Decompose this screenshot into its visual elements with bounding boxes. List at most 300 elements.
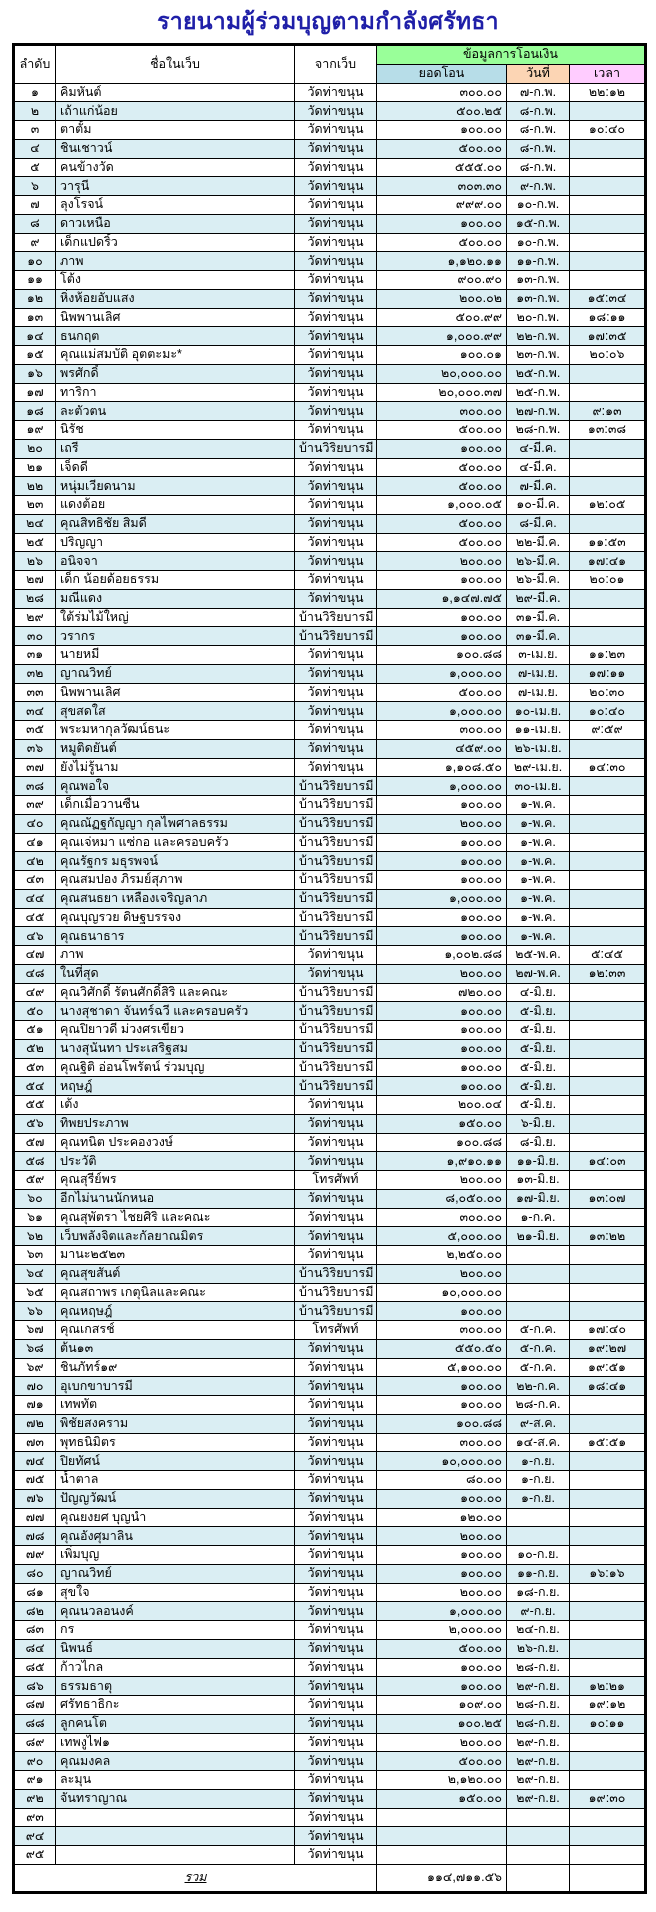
transfer-time: ๑๓:๐๗ (570, 1189, 646, 1208)
table-row (14, 271, 646, 290)
donor-name: ปิยทัศน์ (56, 1452, 295, 1471)
donor-name: ลุงโรจน์ (56, 196, 295, 215)
table-row (14, 1302, 646, 1321)
source-site: วัดท่าขนุน (295, 421, 377, 440)
transfer-date: ๘-มี.ค. (507, 514, 570, 533)
table-row (14, 758, 646, 777)
transfer-date: ๗-มี.ค. (507, 477, 570, 496)
row-index: ๑๕ (14, 346, 56, 365)
row-index: ๘๑ (14, 1583, 56, 1602)
donor-name: คุณอังศุมาลิน (56, 1527, 295, 1546)
transfer-time: ๑๐:๑๑ (570, 1714, 646, 1733)
table-row (14, 1246, 646, 1265)
table-row (14, 346, 646, 365)
source-site: วัดท่าขนุน (295, 1471, 377, 1490)
transfer-time (570, 739, 646, 758)
donor-name: เถ้าแก่น้อย (56, 102, 295, 121)
transfer-time (570, 233, 646, 252)
donor-name: คุณฐิติ อ่อนโพรัตน์ ร่วมบุญ (56, 1058, 295, 1077)
table-row (14, 1752, 646, 1771)
table-row (14, 1021, 646, 1040)
transfer-time (570, 889, 646, 908)
source-site: วัดท่าขนุน (295, 1508, 377, 1527)
transfer-amount: ๒๐๐.๐๒ (377, 289, 507, 308)
transfer-time: ๒๐:๐๑ (570, 571, 646, 590)
donor-name: คุณยงยศ บุญนำ (56, 1508, 295, 1527)
table-row (14, 833, 646, 852)
table-row (14, 214, 646, 233)
transfer-time: ๑๑:๒๓ (570, 646, 646, 665)
table-row (14, 458, 646, 477)
transfer-time: ๒๐:๐๖ (570, 346, 646, 365)
row-index: ๒๔ (14, 514, 56, 533)
table-row (14, 589, 646, 608)
row-index: ๖๙ (14, 1358, 56, 1377)
transfer-date: ๕-มิ.ย. (507, 1077, 570, 1096)
transfer-date: ๒๙-ก.ย. (507, 1752, 570, 1771)
row-index: ๔๑ (14, 833, 56, 852)
table-row (14, 439, 646, 458)
table-row (14, 477, 646, 496)
donor-name: คุณรัฐกร มธุรพจน์ (56, 852, 295, 871)
transfer-date (507, 1246, 570, 1265)
donor-name: ชินภัทร์๑๙ (56, 1358, 295, 1377)
transfer-time (570, 589, 646, 608)
transfer-amount: ๓๐๐.๐๐ (377, 1321, 507, 1340)
transfer-time (570, 158, 646, 177)
table-row (14, 1339, 646, 1358)
row-index: ๑๖ (14, 364, 56, 383)
row-index: ๗๐ (14, 1377, 56, 1396)
source-site: บ้านวิริยบารมี (295, 796, 377, 815)
donor-name: คุณสิทธิชัย สิมดี (56, 514, 295, 533)
transfer-time (570, 1827, 646, 1846)
source-site: วัดท่าขนุน (295, 1096, 377, 1115)
source-site: วัดท่าขนุน (295, 1339, 377, 1358)
transfer-time (570, 1658, 646, 1677)
row-index: ๘ (14, 214, 56, 233)
donor-name: คุณมงคล (56, 1752, 295, 1771)
header-time: เวลา (570, 64, 646, 83)
transfer-amount: ๕๐๐.๙๙ (377, 308, 507, 327)
transfer-time (570, 1021, 646, 1040)
transfer-amount: ๙๙๙.๐๐ (377, 196, 507, 215)
transfer-amount: ๑๐,๐๐๐.๐๐ (377, 1452, 507, 1471)
source-site: วัดท่าขนุน (295, 1358, 377, 1377)
transfer-date: ๕-มิ.ย. (507, 1021, 570, 1040)
transfer-time (570, 458, 646, 477)
transfer-date: ๑๐-ก.พ. (507, 233, 570, 252)
source-site: วัดท่าขนุน (295, 1621, 377, 1640)
transfer-amount: ๕๐๐.๐๐ (377, 1639, 507, 1658)
source-site: วัดท่าขนุน (295, 477, 377, 496)
donor-name (56, 1846, 295, 1865)
transfer-date (507, 1527, 570, 1546)
table-row (14, 139, 646, 158)
transfer-date: ๒๓-ก.พ. (507, 346, 570, 365)
transfer-date: ๑-พ.ค. (507, 814, 570, 833)
table-row (14, 1771, 646, 1790)
transfer-date: ๒๙-ก.ย. (507, 1789, 570, 1808)
transfer-date: ๒๘-ก.ย. (507, 1714, 570, 1733)
source-site: วัดท่าขนุน (295, 702, 377, 721)
donor-name: คิมหันต์ (56, 83, 295, 102)
source-site: วัดท่าขนุน (295, 1658, 377, 1677)
donor-name: คนข้างวัด (56, 158, 295, 177)
transfer-amount: ๕๐๐.๐๐ (377, 139, 507, 158)
transfer-amount: ๑๐,๐๐๐.๐๐ (377, 1283, 507, 1302)
transfer-time (570, 1058, 646, 1077)
transfer-date: ๒๐-ก.พ. (507, 308, 570, 327)
transfer-amount: ๑,๐๐๒.๘๘ (377, 946, 507, 965)
donor-name: ศรัทธาธิกะ (56, 1696, 295, 1715)
row-index: ๓๗ (14, 758, 56, 777)
transfer-amount: ๕๐๐.๐๐ (377, 421, 507, 440)
source-site: วัดท่าขนุน (295, 739, 377, 758)
source-site: วัดท่าขนุน (295, 552, 377, 571)
row-index: ๗๘ (14, 1527, 56, 1546)
source-site: วัดท่าขนุน (295, 683, 377, 702)
transfer-time (570, 252, 646, 271)
donor-name: คุณสมปอง ภิรมย์สุภาพ (56, 871, 295, 890)
row-index: ๔๔ (14, 889, 56, 908)
donor-name: คุณเกสรช์ (56, 1321, 295, 1340)
source-site: วัดท่าขนุน (295, 721, 377, 740)
source-site: วัดท่าขนุน (295, 1639, 377, 1658)
transfer-time (570, 1452, 646, 1471)
row-index: ๒ (14, 102, 56, 121)
transfer-amount: ๑,๑๔๗.๗๕ (377, 589, 507, 608)
transfer-time: ๑๘:๑๑ (570, 308, 646, 327)
transfer-date: ๕-มิ.ย. (507, 1039, 570, 1058)
source-site: บ้านวิริยบารมี (295, 1058, 377, 1077)
table-row (14, 1433, 646, 1452)
transfer-amount: ๑๐๐.๐๐ (377, 852, 507, 871)
transfer-time: ๑๐:๔๐ (570, 121, 646, 140)
transfer-amount: ๙๐๐.๙๐ (377, 271, 507, 290)
transfer-date: ๒๔-ก.ย. (507, 1621, 570, 1640)
source-site: วัดท่าขนุน (295, 1208, 377, 1227)
table-row (14, 1396, 646, 1415)
transfer-amount: ๑๐๐.๐๐ (377, 1002, 507, 1021)
transfer-amount: ๑,๐๐๐.๐๐ (377, 702, 507, 721)
transfer-amount: ๑๐๐.๐๐ (377, 1039, 507, 1058)
transfer-time: ๑๒:๒๑ (570, 1677, 646, 1696)
donor-name: ชินเชาวน์ (56, 139, 295, 158)
donor-name: หมูติดยันต์ (56, 739, 295, 758)
row-index: ๕๙ (14, 1171, 56, 1190)
donor-name: เจ็ดดี (56, 458, 295, 477)
transfer-time: ๑๕:๕๑ (570, 1433, 646, 1452)
row-index: ๕ (14, 158, 56, 177)
transfer-time (570, 1489, 646, 1508)
header-index: ลำดับ (14, 45, 56, 84)
source-site: วัดท่าขนุน (295, 1846, 377, 1865)
transfer-time: ๑๗:๔๑ (570, 552, 646, 571)
table-row (14, 1171, 646, 1190)
transfer-date (507, 1827, 570, 1846)
transfer-amount: ๑๐๐.๐๐ (377, 1077, 507, 1096)
table-row (14, 233, 646, 252)
row-index: ๙๔ (14, 1827, 56, 1846)
transfer-amount: ๕๐๐.๐๐ (377, 533, 507, 552)
source-site: วัดท่าขนุน (295, 83, 377, 102)
source-site: บ้านวิริยบารมี (295, 852, 377, 871)
table-row (14, 683, 646, 702)
row-index: ๓๑ (14, 646, 56, 665)
transfer-date: ๑-พ.ค. (507, 908, 570, 927)
source-site: วัดท่าขนุน (295, 1752, 377, 1771)
transfer-date: ๑๗-มิ.ย. (507, 1189, 570, 1208)
row-index: ๖๓ (14, 1246, 56, 1265)
table-row (14, 1096, 646, 1115)
source-site: โทรศัพท์ (295, 1321, 377, 1340)
donor-name: พระมหากุลวัฒน์ธนะ (56, 721, 295, 740)
table-row (14, 1358, 646, 1377)
transfer-date: ๑๕-ก.พ. (507, 214, 570, 233)
transfer-date: ๒๖-มี.ค. (507, 571, 570, 590)
donor-name: คุณพอใจ (56, 777, 295, 796)
donor-name: นิพพานเลิศ (56, 683, 295, 702)
transfer-time (570, 214, 646, 233)
row-index: ๙๒ (14, 1789, 56, 1808)
transfer-date: ๒๘-ก.ค. (507, 1396, 570, 1415)
row-index: ๕๓ (14, 1058, 56, 1077)
source-site: โทรศัพท์ (295, 1171, 377, 1190)
transfer-amount: ๒๐๐.๐๐ (377, 964, 507, 983)
table-row (14, 327, 646, 346)
transfer-amount: ๒๐๐.๐๔ (377, 1096, 507, 1115)
transfer-time: ๑๑:๕๓ (570, 533, 646, 552)
transfer-time (570, 852, 646, 871)
source-site: วัดท่าขนุน (295, 289, 377, 308)
source-site: วัดท่าขนุน (295, 402, 377, 421)
source-site: บ้านวิริยบารมี (295, 1077, 377, 1096)
source-site: วัดท่าขนุน (295, 1771, 377, 1790)
transfer-time (570, 196, 646, 215)
table-row (14, 571, 646, 590)
transfer-time: ๙:๑๓ (570, 402, 646, 421)
transfer-amount: ๑๐๐.๐๐ (377, 796, 507, 815)
table-row (14, 1321, 646, 1340)
source-site: วัดท่าขนุน (295, 514, 377, 533)
transfer-date: ๑๑-ก.พ. (507, 252, 570, 271)
source-site: วัดท่าขนุน (295, 1246, 377, 1265)
transfer-amount: ๑,๐๐๐.๐๐ (377, 664, 507, 683)
source-site: บ้านวิริยบารมี (295, 889, 377, 908)
transfer-time (570, 1096, 646, 1115)
transfer-time: ๑๓:๓๘ (570, 421, 646, 440)
table-row (14, 1696, 646, 1715)
table-row (14, 796, 646, 815)
transfer-time: ๑๙:๒๗ (570, 1339, 646, 1358)
transfer-time (570, 1283, 646, 1302)
transfer-date: ๕-มิ.ย. (507, 1002, 570, 1021)
row-index: ๓๘ (14, 777, 56, 796)
transfer-amount: ๑,๐๐๐.๐๐ (377, 1602, 507, 1621)
transfer-amount: ๑๐๐.๐๐ (377, 1546, 507, 1565)
transfer-amount: ๒๐๐.๐๐ (377, 1583, 507, 1602)
row-index: ๗๖ (14, 1489, 56, 1508)
row-index: ๙ (14, 233, 56, 252)
donor-name: ปริญญา (56, 533, 295, 552)
donor-name: วรากร (56, 627, 295, 646)
transfer-amount: ๑๐๐.๐๐ (377, 1658, 507, 1677)
donor-name (56, 1808, 295, 1827)
donor-name: ญาณวิทย์ (56, 1564, 295, 1583)
row-index: ๘๒ (14, 1602, 56, 1621)
transfer-time (570, 1133, 646, 1152)
transfer-date: ๕-ก.ค. (507, 1358, 570, 1377)
row-index: ๘๐ (14, 1564, 56, 1583)
row-index: ๔๗ (14, 946, 56, 965)
table-row (14, 1283, 646, 1302)
source-site: บ้านวิริยบารมี (295, 1021, 377, 1040)
source-site: วัดท่าขนุน (295, 1546, 377, 1565)
transfer-time (570, 1546, 646, 1565)
transfer-time: ๑๕:๓๔ (570, 289, 646, 308)
donor-name: คุณบุญรวย ดิษฐบรรจง (56, 908, 295, 927)
donor-name: ละตัวตน (56, 402, 295, 421)
header-date: วันที่ (507, 64, 570, 83)
source-site: วัดท่าขนุน (295, 664, 377, 683)
table-row (14, 646, 646, 665)
table-row (14, 1133, 646, 1152)
source-site: วัดท่าขนุน (295, 233, 377, 252)
transfer-amount: ๔๕๙.๐๐ (377, 739, 507, 758)
table-row (14, 1227, 646, 1246)
table-row (14, 383, 646, 402)
transfer-amount: ๑๐๐.๐๐ (377, 214, 507, 233)
transfer-time (570, 439, 646, 458)
source-site: บ้านวิริยบารมี (295, 1002, 377, 1021)
transfer-time (570, 1302, 646, 1321)
table-row (14, 1639, 646, 1658)
transfer-time (570, 271, 646, 290)
transfer-date: ๑๘-ก.ย. (507, 1583, 570, 1602)
row-index: ๗๗ (14, 1508, 56, 1527)
source-site: วัดท่าขนุน (295, 1789, 377, 1808)
table-row (14, 1827, 646, 1846)
donor-name: วารุนี (56, 177, 295, 196)
row-index: ๓๙ (14, 796, 56, 815)
table-row (14, 364, 646, 383)
donor-name: คุณหฤษฎ์ (56, 1302, 295, 1321)
table-row (14, 402, 646, 421)
row-index: ๖๒ (14, 1227, 56, 1246)
transfer-time (570, 477, 646, 496)
source-site: บ้านวิริยบารมี (295, 908, 377, 927)
total-row (14, 1864, 646, 1892)
table-row (14, 814, 646, 833)
donor-name: เว็บพลังจิตและกัลยาณมิตร (56, 1227, 295, 1246)
donor-name: คุณวิศักดิ์ รัตนศักดิ์สิริ และคณะ (56, 983, 295, 1002)
source-site: วัดท่าขนุน (295, 364, 377, 383)
source-site: บ้านวิริยบารมี (295, 777, 377, 796)
transfer-time (570, 1771, 646, 1790)
donor-name: คุณแม่สมบัติ อุตตะมะ* (56, 346, 295, 365)
donor-name: ปัญญวัฒน์ (56, 1489, 295, 1508)
source-site: วัดท่าขนุน (295, 1696, 377, 1715)
row-index: ๖๗ (14, 1321, 56, 1340)
row-index: ๒๙ (14, 608, 56, 627)
row-index: ๓๔ (14, 702, 56, 721)
transfer-date: ๒๖-เม.ย. (507, 739, 570, 758)
transfer-date: ๒๙-ก.ย. (507, 1771, 570, 1790)
transfer-date: ๑-พ.ค. (507, 927, 570, 946)
transfer-time: ๑๗:๓๕ (570, 327, 646, 346)
transfer-date: ๗-เม.ย. (507, 664, 570, 683)
row-index: ๔๘ (14, 964, 56, 983)
donor-name: นายหมี (56, 646, 295, 665)
source-site: บ้านวิริยบารมี (295, 983, 377, 1002)
source-site: วัดท่าขนุน (295, 589, 377, 608)
donor-name: ประวัติ (56, 1152, 295, 1171)
table-row (14, 1471, 646, 1490)
transfer-amount: ๒๐๐.๐๐ (377, 814, 507, 833)
table-row (14, 1264, 646, 1283)
transfer-time (570, 1508, 646, 1527)
transfer-date: ๒๙-มี.ค. (507, 589, 570, 608)
row-index: ๕๐ (14, 1002, 56, 1021)
transfer-amount: ๗๒๐.๐๐ (377, 983, 507, 1002)
transfer-date: ๑๑-มิ.ย. (507, 1152, 570, 1171)
table-row (14, 608, 646, 627)
transfer-amount: ๓๐๐.๐๐ (377, 1208, 507, 1227)
source-site: วัดท่าขนุน (295, 946, 377, 965)
transfer-time: ๑๗:๔๐ (570, 1321, 646, 1340)
donor-name: นิรัช (56, 421, 295, 440)
row-index: ๕๘ (14, 1152, 56, 1171)
transfer-amount: ๑๐๐.๘๘ (377, 1133, 507, 1152)
donor-table-body (14, 83, 646, 1864)
transfer-time (570, 1039, 646, 1058)
row-index: ๔๖ (14, 927, 56, 946)
table-row (14, 1527, 646, 1546)
transfer-amount: ๕,๐๐๐.๐๐ (377, 1227, 507, 1246)
transfer-time (570, 1002, 646, 1021)
row-index: ๑๘ (14, 402, 56, 421)
table-row (14, 1189, 646, 1208)
transfer-time (570, 1733, 646, 1752)
source-site: วัดท่าขนุน (295, 383, 377, 402)
row-index: ๕๒ (14, 1039, 56, 1058)
row-index: ๒๑ (14, 458, 56, 477)
transfer-date: ๒๒-ก.ค. (507, 1377, 570, 1396)
transfer-time (570, 833, 646, 852)
table-row (14, 496, 646, 515)
transfer-time (570, 364, 646, 383)
transfer-time (570, 139, 646, 158)
table-row (14, 946, 646, 965)
donor-name: คุณณัฏฐกัญญา กุลไพศาลธรรม (56, 814, 295, 833)
transfer-date: ๘-ก.พ. (507, 121, 570, 140)
transfer-date (507, 1264, 570, 1283)
table-row (14, 1152, 646, 1171)
source-site: วัดท่าขนุน (295, 1564, 377, 1583)
transfer-date: ๒๑-มิ.ย. (507, 1227, 570, 1246)
row-index: ๗๙ (14, 1546, 56, 1565)
source-site: วัดท่าขนุน (295, 1377, 377, 1396)
table-row (14, 777, 646, 796)
source-site: วัดท่าขนุน (295, 102, 377, 121)
table-row (14, 1846, 646, 1865)
donor-name: คุณสุขสันต์ (56, 1264, 295, 1283)
donor-name: เด็กเมื่อวานซืน (56, 796, 295, 815)
donor-name: หนุ่มเวียดนาม (56, 477, 295, 496)
donor-name: หิ่งห้อยอับแสง (56, 289, 295, 308)
table-row (14, 627, 646, 646)
